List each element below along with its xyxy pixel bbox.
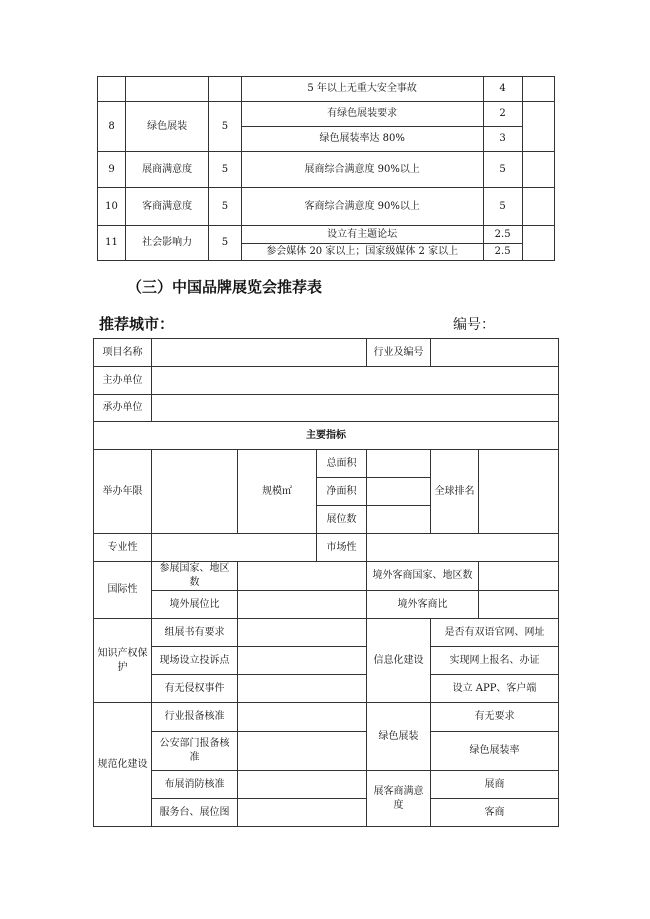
internationality-label: 国际性 — [94, 562, 152, 619]
number-label: 编号： — [453, 317, 495, 333]
row8-score-1: 2 — [483, 102, 522, 127]
row10-score: 5 — [483, 188, 522, 226]
row9-name: 展商满意度 — [126, 152, 209, 188]
row11-desc-1: 设立有主题论坛 — [241, 226, 483, 244]
cont-desc: 5 年以上无重大安全事故 — [241, 77, 483, 102]
row8-no: 8 — [98, 102, 126, 152]
satisfaction-item-2: 客商 — [431, 799, 559, 827]
booth-count-label: 展位数 — [317, 506, 367, 534]
row8-desc-2: 绿色展装率达 80% — [241, 127, 483, 152]
section-heading: （三）中国品牌展览会推荐表 — [127, 278, 323, 296]
organizer-label: 主办单位 — [94, 367, 152, 395]
recommend-city-label: 推荐城市： — [99, 315, 175, 333]
foreign-booth-ratio-label: 境外展位比 — [152, 591, 238, 619]
net-area-label: 净面积 — [317, 478, 367, 506]
std-item-1: 行业报备核准 — [152, 703, 238, 732]
organizer-field[interactable] — [152, 367, 559, 395]
ip-item-2: 现场设立投诉点 — [152, 647, 238, 675]
row10-name: 客商满意度 — [126, 188, 209, 226]
countries-buyers-field[interactable] — [479, 562, 559, 591]
info-item-1: 是否有双语官网、网址 — [431, 619, 559, 647]
row8-weight: 5 — [209, 102, 241, 152]
ip-field-1[interactable] — [238, 619, 367, 647]
industry-code-field[interactable] — [431, 339, 559, 367]
marketization-field[interactable] — [367, 534, 559, 562]
row11-blank — [522, 226, 554, 261]
foreign-buyer-ratio-label: 境外客商比 — [367, 591, 479, 619]
industry-code-label: 行业及编号 — [367, 339, 431, 367]
std-field-2[interactable] — [238, 732, 367, 771]
row10-desc: 客商综合满意度 90%以上 — [241, 188, 483, 226]
green-item-2: 绿色展装率 — [431, 732, 559, 771]
row11-no: 11 — [98, 226, 126, 261]
row8-desc-1: 有绿色展装要求 — [241, 102, 483, 127]
recommendation-form — [93, 338, 559, 827]
scale-label: 规模㎡ — [238, 450, 317, 534]
row10-weight: 5 — [209, 188, 241, 226]
global-rank-field[interactable] — [479, 450, 559, 534]
satisfaction-item-1: 展商 — [431, 771, 559, 799]
std-field-1[interactable] — [238, 703, 367, 732]
std-item-3: 布展消防核准 — [152, 771, 238, 799]
std-item-4: 服务台、展位图 — [152, 799, 238, 827]
countries-exhibitors-field[interactable] — [238, 562, 367, 591]
row8-score-2: 3 — [483, 127, 522, 152]
countries-exhibitors-label: 参展国家、地区数 — [152, 562, 238, 591]
cont-score: 4 — [483, 77, 522, 102]
ip-item-3: 有无侵权事件 — [152, 675, 238, 703]
global-rank-label: 全球排名 — [431, 450, 479, 534]
info-item-3: 设立 APP、客户端 — [431, 675, 559, 703]
std-field-4[interactable] — [238, 799, 367, 827]
cont-blank — [522, 77, 554, 102]
ip-field-3[interactable] — [238, 675, 367, 703]
row8-name: 绿色展装 — [126, 102, 209, 152]
standardization-label: 规范化建设 — [94, 703, 152, 827]
row9-score: 5 — [483, 152, 522, 188]
row10-blank — [522, 188, 554, 226]
std-item-2: 公安部门报备核准 — [152, 732, 238, 771]
row9-desc: 展商综合满意度 90%以上 — [241, 152, 483, 188]
main-indicators-header: 主要指标 — [94, 422, 559, 450]
row10-no: 10 — [98, 188, 126, 226]
ip-item-1: 组展书有要求 — [152, 619, 238, 647]
project-name-field[interactable] — [152, 339, 367, 367]
row9-blank — [522, 152, 554, 188]
row11-name: 社会影响力 — [126, 226, 209, 261]
row8-blank — [522, 102, 554, 152]
scoring-table — [97, 76, 555, 261]
countries-buyers-label: 境外客商国家、地区数 — [367, 562, 479, 591]
satisfaction-label: 展客商满意度 — [367, 771, 431, 827]
years-held-label: 举办年限 — [94, 450, 152, 534]
cont-name-cell — [126, 77, 209, 102]
marketization-label: 市场性 — [317, 534, 367, 562]
informatization-label: 信息化建设 — [367, 619, 431, 703]
professionalism-field[interactable] — [152, 534, 317, 562]
row11-score-2: 2.5 — [483, 244, 522, 261]
ip-field-2[interactable] — [238, 647, 367, 675]
booth-count-field[interactable] — [367, 506, 431, 534]
green-item-1: 有无要求 — [431, 703, 559, 732]
professionalism-label: 专业性 — [94, 534, 152, 562]
std-field-3[interactable] — [238, 771, 367, 799]
contractor-field[interactable] — [152, 395, 559, 422]
ip-protection-label: 知识产权保护 — [94, 619, 152, 703]
cont-weight-cell — [209, 77, 241, 102]
row9-no: 9 — [98, 152, 126, 188]
contractor-label: 承办单位 — [94, 395, 152, 422]
foreign-buyer-ratio-field[interactable] — [479, 591, 559, 619]
row11-weight: 5 — [209, 226, 241, 261]
years-held-field[interactable] — [152, 450, 238, 534]
row11-desc-2: 参会媒体 20 家以上；国家级媒体 2 家以上 — [241, 244, 483, 261]
row9-weight: 5 — [209, 152, 241, 188]
total-area-label: 总面积 — [317, 450, 367, 478]
green-build-label: 绿色展装 — [367, 703, 431, 771]
cont-no-cell — [98, 77, 126, 102]
info-item-2: 实现网上报名、办证 — [431, 647, 559, 675]
project-name-label: 项目名称 — [94, 339, 152, 367]
total-area-field[interactable] — [367, 450, 431, 478]
net-area-field[interactable] — [367, 478, 431, 506]
foreign-booth-ratio-field[interactable] — [238, 591, 367, 619]
row11-score-1: 2.5 — [483, 226, 522, 244]
